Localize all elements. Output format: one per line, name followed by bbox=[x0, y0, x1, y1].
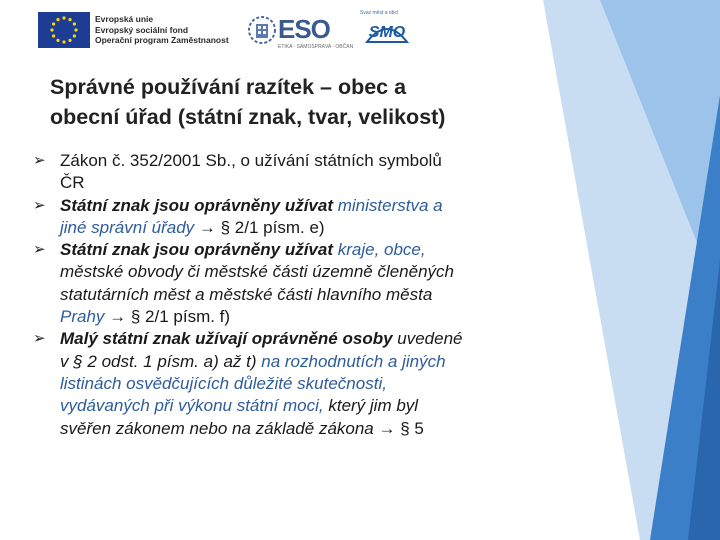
eu-flag-icon bbox=[38, 12, 90, 48]
bullet-item bbox=[33, 239, 593, 328]
bullet-line bbox=[60, 351, 593, 373]
bullet-line bbox=[60, 328, 593, 350]
bullet-text: statutárních měst a městské části hlavního města bbox=[60, 284, 433, 304]
arrowhead-bullet-icon: ➢ bbox=[33, 330, 46, 348]
eu-star-icon bbox=[73, 22, 76, 25]
bullet-line bbox=[60, 261, 593, 283]
bullet-line bbox=[60, 239, 593, 261]
eu-star-icon bbox=[73, 34, 76, 37]
bullet-item bbox=[33, 328, 593, 439]
bullet-text: v § 2 odst. 1 písm. a) až t) bbox=[60, 351, 262, 371]
bullet-text: kraje, obce, bbox=[337, 240, 426, 260]
eu-line-1: Evropská unie bbox=[95, 14, 154, 24]
arrowhead-bullet-icon: ➢ bbox=[33, 241, 46, 259]
bullet-line bbox=[60, 395, 593, 417]
eu-star-icon bbox=[62, 40, 65, 43]
smo-caption: Svaz měst a obcí bbox=[360, 10, 399, 16]
eso-subtitle: ETIKA · SAMOSPRÁVA · OBČAN bbox=[278, 44, 354, 50]
eso-building-icon bbox=[248, 16, 276, 44]
bullet-line bbox=[60, 373, 593, 395]
bullet-text: svěřen zákonem nebo na základě zákona bbox=[60, 418, 374, 438]
eu-star-icon bbox=[52, 22, 55, 25]
bullet-line bbox=[60, 172, 593, 194]
eso-wordmark: ESO bbox=[278, 14, 330, 44]
eu-logo bbox=[38, 10, 253, 50]
bullet-text: jiné správní úřady bbox=[60, 217, 195, 237]
bullet-text: Zákon č. 352/2001 Sb., o užívání státních symbolů bbox=[60, 151, 442, 170]
eu-star-icon bbox=[68, 18, 71, 21]
bullet-text: který jim byl bbox=[323, 396, 419, 416]
slide-title bbox=[50, 72, 550, 132]
eu-star-icon bbox=[52, 34, 55, 37]
title-line-2: obecní úřad (státní znak, tvar, velikost) bbox=[50, 105, 446, 129]
bullet-item bbox=[33, 195, 593, 240]
bullet-text: listinách osvědčujících důležité skutečnosti, bbox=[60, 373, 387, 393]
bullet-line bbox=[60, 306, 593, 328]
bullet-line bbox=[60, 150, 593, 172]
eu-star-icon bbox=[56, 18, 59, 21]
bullet-text: uvedené bbox=[397, 329, 463, 349]
bullet-text: na rozhodnutích a jiných bbox=[261, 351, 446, 371]
bullet-item bbox=[33, 150, 593, 195]
arrowhead-bullet-icon: ➢ bbox=[33, 196, 46, 214]
eso-logo bbox=[248, 8, 354, 54]
eu-star-icon bbox=[50, 28, 53, 31]
eu-star-icon bbox=[56, 39, 59, 42]
bullet-text: Státní znak jsou oprávněny užívat bbox=[60, 195, 338, 215]
bullet-line bbox=[60, 195, 593, 217]
title-line-1: Správné používání razítek – obec a bbox=[50, 75, 407, 99]
bullet-text: ministerstva a bbox=[337, 195, 443, 215]
bullet-line bbox=[60, 217, 593, 239]
bullet-text: Státní znak jsou oprávněny užívat bbox=[60, 240, 338, 260]
eu-logo-text bbox=[95, 14, 229, 46]
bullet-text: Prahy bbox=[60, 307, 105, 327]
eu-star-icon bbox=[74, 28, 77, 31]
bullet-text: vydávaných při výkonu státní moci, bbox=[60, 396, 324, 416]
smo-logo bbox=[360, 10, 416, 50]
bullet-text: Malý státní znak užívají oprávněné osoby bbox=[60, 329, 398, 349]
eu-line-3: Operační program Zaměstnanost bbox=[95, 35, 229, 45]
eu-star-icon bbox=[62, 16, 65, 19]
bullet-text: městské obvody či městské části územně členěných bbox=[60, 262, 455, 282]
bullet-line bbox=[60, 284, 593, 306]
bullet-text: → § 2/1 písm. e) bbox=[194, 217, 325, 237]
smo-wordmark: SMO bbox=[368, 24, 406, 41]
bullet-line bbox=[60, 418, 593, 440]
eu-line-2: Evropský sociální fond bbox=[95, 24, 189, 35]
eu-star-icon bbox=[68, 39, 71, 42]
bullet-text: → § 2/1 písm. f) bbox=[104, 307, 231, 327]
arrowhead-bullet-icon: ➢ bbox=[33, 152, 46, 169]
bullet-list bbox=[33, 150, 593, 440]
bullet-text: ČR bbox=[60, 173, 85, 193]
bullet-text: → § 5 bbox=[373, 418, 424, 438]
